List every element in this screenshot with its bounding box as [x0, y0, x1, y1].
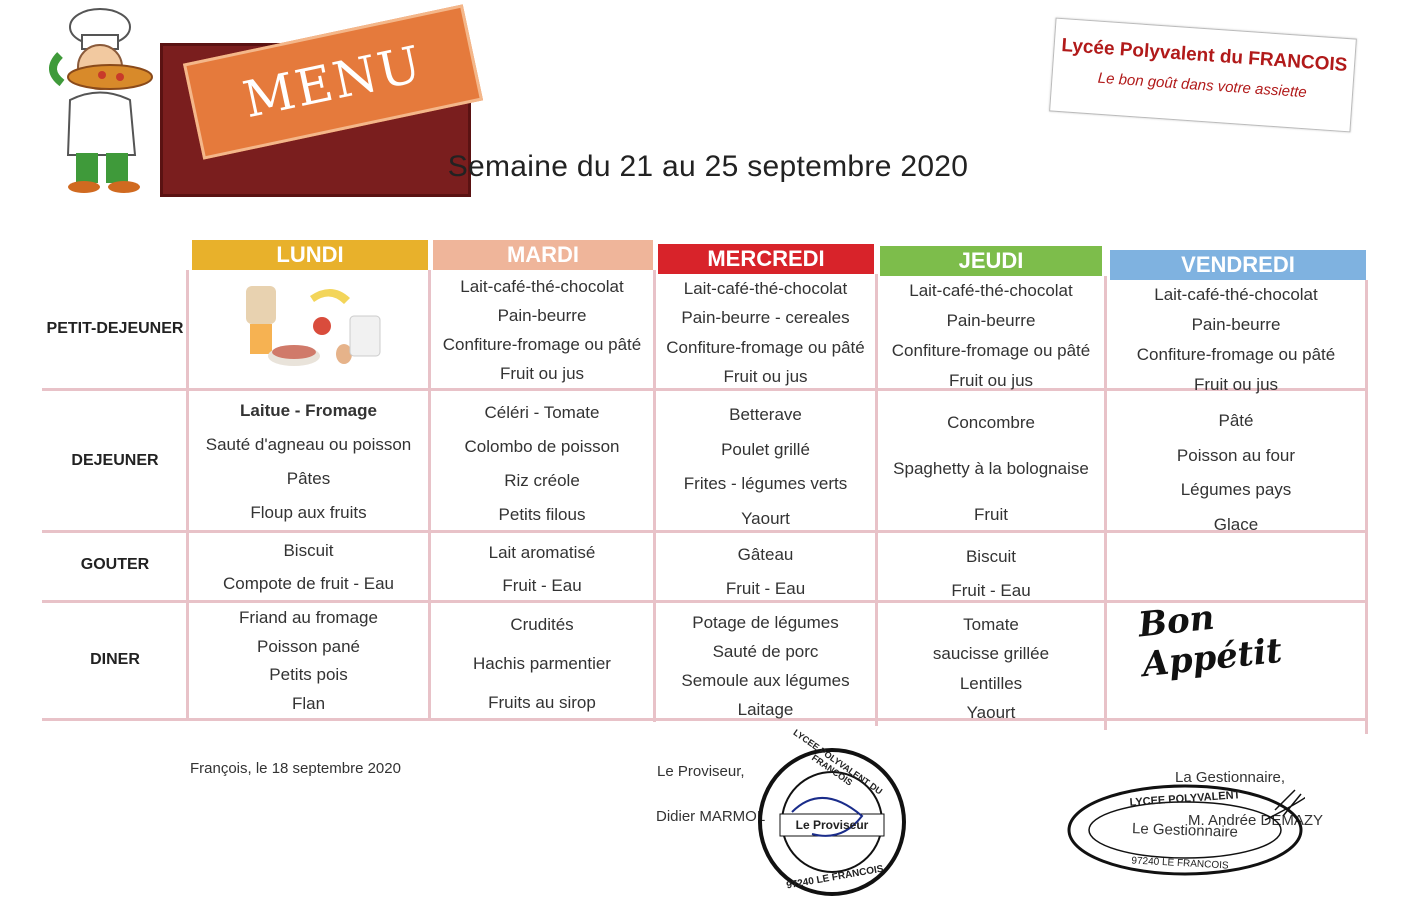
proviseur-name: Didier MARMOL	[656, 808, 766, 825]
menu-item: Lait-café-thé-chocolat	[460, 276, 624, 296]
menu-item: Frites - légumes verts	[683, 474, 848, 494]
cell-diner-mercredi	[656, 608, 875, 724]
row-label-dejeuner: DEJEUNER	[71, 452, 159, 469]
stamp2-bottom: 97240 LE FRANCOIS	[1131, 855, 1229, 872]
grid-line	[1365, 280, 1368, 734]
school-name: Lycée Polyvalent du FRANCOIS	[1060, 35, 1348, 77]
menu-item: Pain-beurre	[946, 311, 1036, 330]
cell-dejeuner-vendredi	[1107, 404, 1365, 542]
menu-item: Colombo de poisson	[464, 437, 620, 456]
menu-item: Tomate	[963, 614, 1019, 634]
menu-item: Yaourt	[966, 703, 1016, 723]
menu-item: Sauté de porc	[712, 641, 819, 661]
cell-dejeuner-mardi	[431, 396, 653, 532]
menu-item: Pain-beurre - cereales	[681, 308, 850, 328]
cell-diner-jeudi	[878, 610, 1104, 728]
menu-item: Hachis parmentier	[473, 653, 611, 673]
menu-item: Confiture-fromage ou pâté	[1136, 345, 1336, 364]
menu-item: Yaourt	[741, 508, 790, 528]
cell-petit-dejeuner-vendredi	[1107, 280, 1365, 400]
row-label-diner: DINER	[90, 651, 140, 668]
row-label-gouter: GOUTER	[80, 556, 150, 573]
menu-item: Sauté d'agneau ou poisson	[205, 435, 412, 454]
menu-item: Fruit - Eau	[502, 575, 582, 595]
menu-item: Glace	[1213, 514, 1259, 534]
menu-item: Biscuit	[283, 540, 334, 560]
menu-item: Petits pois	[269, 665, 348, 685]
menu-item: Fruit - Eau	[951, 581, 1031, 600]
menu-item: Friand au fromage	[239, 608, 378, 628]
cell-diner-lundi	[189, 604, 428, 718]
day-header-mercredi: MERCREDI	[658, 244, 874, 274]
menu-item: Fruit - Eau	[725, 579, 806, 598]
menu-item: Riz créole	[504, 471, 580, 490]
menu-item: Betterave	[729, 405, 802, 425]
menu-item: Poulet grillé	[721, 439, 810, 459]
menu-item: Potage de légumes	[692, 612, 839, 632]
menu-item: Pâtes	[286, 469, 331, 488]
stamp1-bottom: 97240 LE FRANCOIS	[785, 863, 885, 892]
cell-gouter-mercredi	[656, 538, 875, 606]
menu-item: Fruit	[974, 505, 1008, 524]
place-date: François, le 18 septembre 2020	[190, 760, 401, 777]
stamp1-top: LYCEE POLYVALENT DU FRANCOIS	[791, 727, 885, 797]
menu-item: Fruit ou jus	[1193, 375, 1279, 394]
menu-item: saucisse grillée	[932, 644, 1050, 664]
menu-item: Confiture-fromage ou pâté	[891, 341, 1091, 360]
cell-gouter-lundi	[189, 534, 428, 600]
menu-item: Semoule aux légumes	[681, 670, 850, 690]
bon-appetit-lettering: Bon Appétit	[1136, 597, 1284, 686]
menu-item: Biscuit	[965, 547, 1017, 566]
day-header-lundi: LUNDI	[192, 240, 428, 270]
menu-item: Céléri - Tomate	[484, 403, 600, 422]
menu-item: Confiture-fromage ou pâté	[442, 334, 642, 354]
cell-diner-mardi	[431, 606, 653, 722]
menu-item: Lait-café-thé-chocolat	[909, 281, 1073, 300]
gestionnaire-title: La Gestionnaire,	[1175, 769, 1286, 786]
school-slogan: Le bon goût dans votre assiette	[1097, 69, 1308, 102]
proviseur-title: Le Proviseur,	[657, 763, 745, 780]
menu-item: Légumes pays	[1180, 480, 1292, 500]
menu-item: Poisson pané	[256, 636, 361, 656]
menu-item: Pain-beurre	[497, 305, 587, 325]
menu-item: Laitage	[737, 699, 794, 719]
menu-item: Compote de fruit - Eau	[222, 573, 395, 593]
menu-item: Floup aux fruits	[250, 503, 367, 522]
menu-item: Lait aromatisé	[488, 542, 596, 562]
menu-item: Confiture-fromage ou pâté	[666, 337, 865, 357]
menu-item: Crudités	[510, 615, 574, 635]
menu-item: Poisson au four	[1176, 445, 1296, 465]
day-header-mardi: MARDI	[433, 240, 653, 270]
cell-petit-dejeuner-jeudi	[878, 276, 1104, 396]
menu-item: Flan	[291, 693, 326, 713]
day-header-vendredi: VENDREDI	[1110, 250, 1366, 280]
menu-item: Fruits au sirop	[488, 692, 596, 712]
menu-item: Lait-café-thé-chocolat	[1154, 285, 1318, 304]
gestionnaire-name: M. Andrée DEMAZY	[1188, 812, 1324, 829]
menu-item: Lait-café-thé-chocolat	[683, 278, 848, 298]
cell-petit-dejeuner-mercredi	[656, 274, 875, 392]
cell-dejeuner-jeudi	[878, 400, 1104, 538]
stamp2-center: Le Gestionnaire	[1131, 820, 1239, 841]
menu-item: Pain-beurre	[1191, 315, 1281, 334]
menu-item: Fruit ou jus	[723, 367, 808, 387]
stamp1-center: Le Proviseur	[795, 818, 869, 832]
menu-item: Fruit ou jus	[948, 371, 1034, 390]
row-label-petit-dejeuner: PETIT-DEJEUNER	[46, 320, 184, 337]
school-card	[1049, 18, 1357, 133]
menu-item: Pâté	[1218, 411, 1254, 431]
cell-petit-dejeuner-mardi	[431, 272, 653, 388]
menu-item: Gâteau	[737, 545, 794, 564]
week-title: Semaine du 21 au 25 septembre 2020	[447, 150, 969, 183]
breakfast-picture-icon	[232, 276, 392, 386]
menu-item: Spaghetty à la bolognaise	[893, 459, 1089, 478]
cell-gouter-jeudi	[878, 540, 1104, 608]
menu-item: Laitue - Fromage	[240, 401, 377, 420]
menu-item: Lentilles	[959, 673, 1023, 693]
menu-title: MENU	[183, 4, 483, 159]
day-header-jeudi: JEUDI	[880, 246, 1102, 276]
menu-item: Fruit ou jus	[499, 363, 585, 383]
stamp2-top: LYCEE POLYVALENT	[1129, 789, 1241, 809]
menu-item: Petits filous	[498, 505, 586, 524]
cell-dejeuner-lundi	[189, 394, 428, 530]
cell-gouter-mardi	[431, 536, 653, 602]
menu-item: Concombre	[947, 413, 1035, 432]
cell-dejeuner-mercredi	[656, 398, 875, 536]
